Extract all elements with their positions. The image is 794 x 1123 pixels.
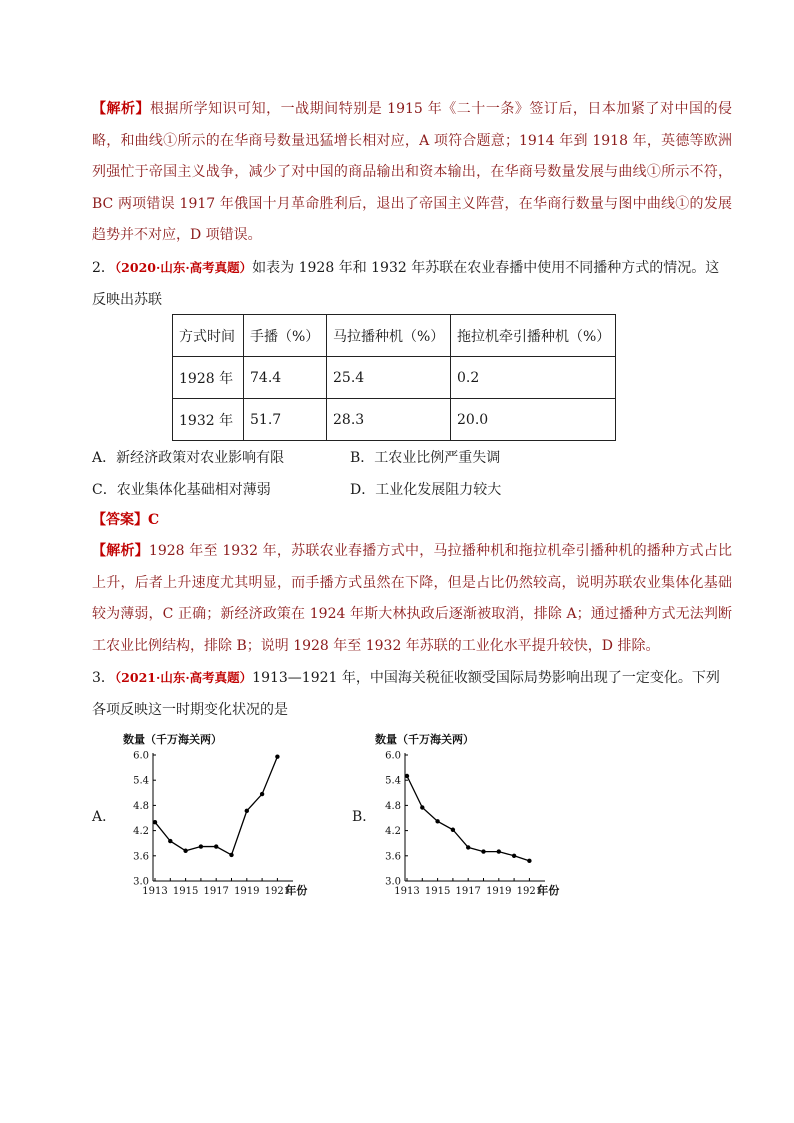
question-source: （2020·山东·高考真题） [114, 260, 253, 275]
data-point [435, 819, 439, 823]
y-axis-label: 数量（千万海关两） [123, 733, 222, 746]
table-header-cell: 拖拉机牵引播种机（%） [451, 315, 616, 357]
x-tick-label: 1917 [203, 886, 229, 897]
question-number: 2． [92, 260, 115, 276]
data-point [420, 805, 424, 809]
table-header-cell: 方式时间 [173, 315, 244, 357]
y-tick-label: 3.0 [133, 876, 149, 888]
data-point [512, 854, 516, 858]
data-point [481, 849, 485, 853]
analysis-q1 [92, 94, 732, 252]
y-tick-label: 6.0 [385, 750, 401, 762]
question-source: （2021·山东·高考真题） [114, 670, 253, 685]
y-axis-label: 数量（千万海关两） [375, 733, 474, 746]
table-cell: 20.0 [451, 399, 616, 441]
data-point [199, 844, 203, 848]
option-b[interactable]: B．工农业比例严重失调 [350, 450, 501, 466]
data-point [260, 792, 264, 796]
data-point [275, 754, 279, 758]
y-tick-label: 3.6 [133, 851, 149, 863]
data-point [229, 853, 233, 857]
answer-tag: 【答案】 [92, 512, 148, 528]
y-tick-label: 3.6 [385, 851, 401, 863]
y-tick-label: 5.4 [133, 775, 149, 787]
x-tick-label: 1921 [516, 886, 543, 897]
table-cell: 0.2 [451, 357, 616, 399]
series-line [155, 757, 277, 855]
question-number: 3． [92, 670, 115, 686]
option-b-label[interactable]: B． [352, 809, 377, 825]
x-axis-label: 年份 [285, 884, 308, 897]
table-cell: 25.4 [327, 357, 451, 399]
question-3 [92, 662, 732, 726]
y-tick-label: 3.0 [385, 876, 401, 888]
analysis-text: 根据所学知识可知，一战期间特别是 1915 年《二十一条》签订后，日本加紧了对中国的侵略，和曲线①所示的在华商号数量迅猛增长相对应，A 项符合题意；1914 年到 1918 年，英德等欧洲列强忙于帝国主义战争，减少了对中国的商品输出和资本输出，在华商号数量发展与曲线①所示不符，BC 两项错误 1917 年俄国十月革命胜利后，退出了帝国主义阵营，在华商行数量与图中曲线①的发展趋势并不对应，D 项错误。 [92, 101, 732, 243]
question-2 [92, 252, 732, 316]
x-tick-label: 1913 [394, 886, 420, 897]
x-axis-label: 年份 [537, 884, 560, 897]
y-tick-label: 4.2 [133, 826, 149, 838]
analysis-tag: 【解析】 [92, 101, 151, 117]
table-cell: 1932 年 [173, 399, 244, 441]
data-point [466, 845, 470, 849]
question-stem: 如表为 1928 年和 1932 年苏联在农业春播中使用不同播种方式的情况。这反映出苏联 [92, 260, 720, 308]
analysis-tag: 【解析】 [92, 543, 149, 559]
table-cell: 51.7 [244, 399, 327, 441]
data-point [451, 828, 455, 832]
question-stem: 1913—1921 年，中国海关税征收额受国际局势影响出现了一定变化。下列各项反映这一时期变化状况的是 [92, 670, 720, 718]
table-row [173, 399, 616, 441]
x-tick-label: 1913 [142, 886, 168, 897]
data-point [497, 849, 501, 853]
x-tick-label: 1915 [172, 886, 199, 897]
data-point [527, 859, 531, 863]
x-tick-label: 1919 [234, 886, 260, 897]
analysis-text: 1928 年至 1932 年，苏联农业春播方式中，马拉播种机和拖拉机牵引播种机的播种方式占比上升，后者上升速度尤其明显，而手播方式虽然在下降，但是占比仍然较高，说明苏联农业集体化基础较为薄弱，C 正确；新经济政策在 1924 年斯大林执政后逐渐被取消，排除 A；通过播种方式无法判断工农业比例结构，排除 B；说明 1928 年至 1932 年苏联的工业化水平提升较快，D 排除。 [92, 543, 733, 654]
chart-a [110, 728, 330, 908]
table-header-row [173, 315, 616, 357]
y-tick-label: 5.4 [385, 775, 401, 787]
y-tick-label: 4.2 [385, 826, 401, 838]
chart-b [362, 728, 592, 908]
data-point [153, 820, 157, 824]
y-tick-label: 4.8 [385, 800, 401, 812]
data-point [245, 809, 249, 813]
data-point [405, 774, 409, 778]
x-tick-label: 1921 [264, 886, 291, 897]
option-c[interactable]: C．农业集体化基础相对薄弱 [92, 482, 271, 498]
x-tick-label: 1917 [455, 886, 481, 897]
data-point [214, 844, 218, 848]
data-point [168, 839, 172, 843]
answer-value: C [148, 512, 160, 528]
option-a[interactable]: A．新经济政策对农业影响有限 [92, 450, 285, 466]
table-cell: 28.3 [327, 399, 451, 441]
y-tick-label: 4.8 [133, 800, 149, 812]
table-cell: 74.4 [244, 357, 327, 399]
sowing-method-table [172, 314, 616, 441]
x-tick-label: 1915 [424, 886, 451, 897]
y-tick-label: 6.0 [133, 750, 149, 762]
x-tick-label: 1919 [486, 886, 512, 897]
data-point [183, 849, 187, 853]
option-a-label[interactable]: A． [92, 809, 117, 825]
table-header-cell: 手播（%） [244, 315, 327, 357]
option-d[interactable]: D．工业化发展阻力较大 [350, 482, 502, 498]
analysis-q2 [92, 536, 732, 662]
table-row [173, 357, 616, 399]
table-header-cell: 马拉播种机（%） [327, 315, 451, 357]
answer-q2 [92, 505, 732, 537]
table-cell: 1928 年 [173, 357, 244, 399]
